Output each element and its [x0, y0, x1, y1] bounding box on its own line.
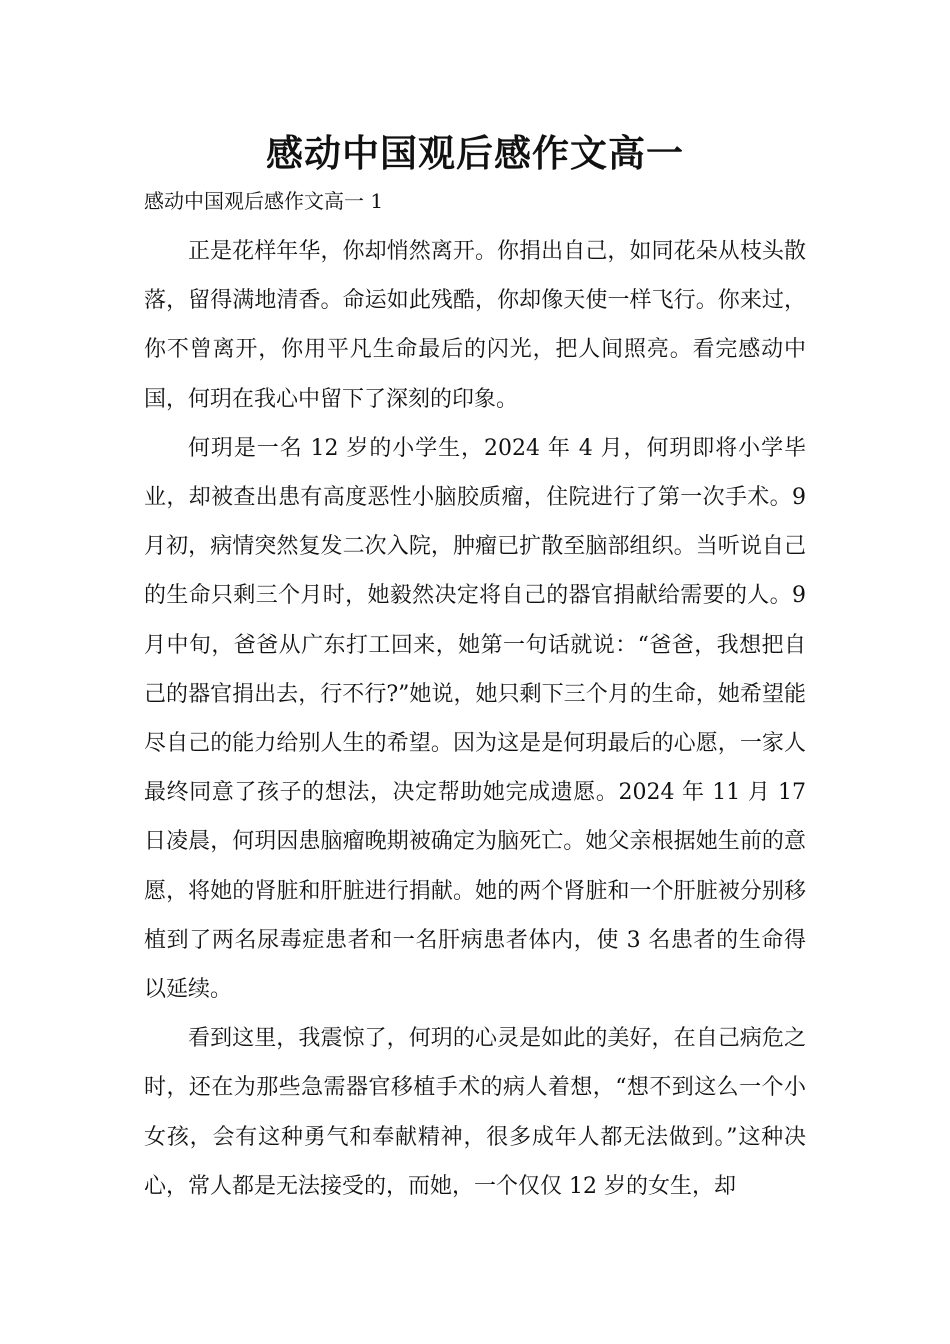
paragraph-2: 何玥是一名 12 岁的小学生，2024 年 4 月，何玥即将小学毕业，却被查出患有高度恶性小脑胶质瘤，住院进行了第一次手术。9 月初，病情突然复发二次入院，肿瘤已扩散至脑部组织。当听说自己的生命只剩三个月时，她毅然决定将自己的器官捐献给需要的人。9 月中旬，爸爸从广东打工回来，她第一句话就说：“爸爸，我想把自己的器官捐出去，行不行?”她说，她只剩下三个月的生命，她希望能尽自己的能力给别人生的希望。因为这是是何玥最后的心愿，一家人最终同意了孩子的想法，决定帮助她完成遗愿。2024 年 11 月 17 日凌晨，何玥因患脑瘤晚期被确定为脑死亡。她父亲根据她生前的意愿，将她的肾脏和肝脏进行捐献。她的两个肾脏和一个肝脏被分别移植到了两名尿毒症患者和一名肝病患者体内，使 3 名患者的生命得以延续。	[144, 435, 806, 1003]
section-heading: 感动中国观后感作文高一 1	[144, 189, 384, 213]
document-body	[144, 227, 806, 1211]
paragraph-1: 正是花样年华，你却悄然离开。你捐出自己，如同花朵从枝头散落，留得满地清香。命运如此残酷，你却像天使一样飞行。你来过，你不曾离开，你用平凡生命最后的闪光，把人间照亮。看完感动中国，何玥在我心中留下了深刻的印象。	[144, 239, 806, 412]
paragraph-3: 看到这里，我震惊了，何玥的心灵是如此的美好，在自己病危之时，还在为那些急需器官移植手术的病人着想，“想不到这么一个小女孩，会有这种勇气和奉献精神，很多成年人都无法做到。”这种决心，常人都是无法接受的，而她，一个仅仅 12 岁的女生，却	[144, 1026, 806, 1199]
document-title: 感动中国观后感作文高一	[266, 132, 684, 175]
